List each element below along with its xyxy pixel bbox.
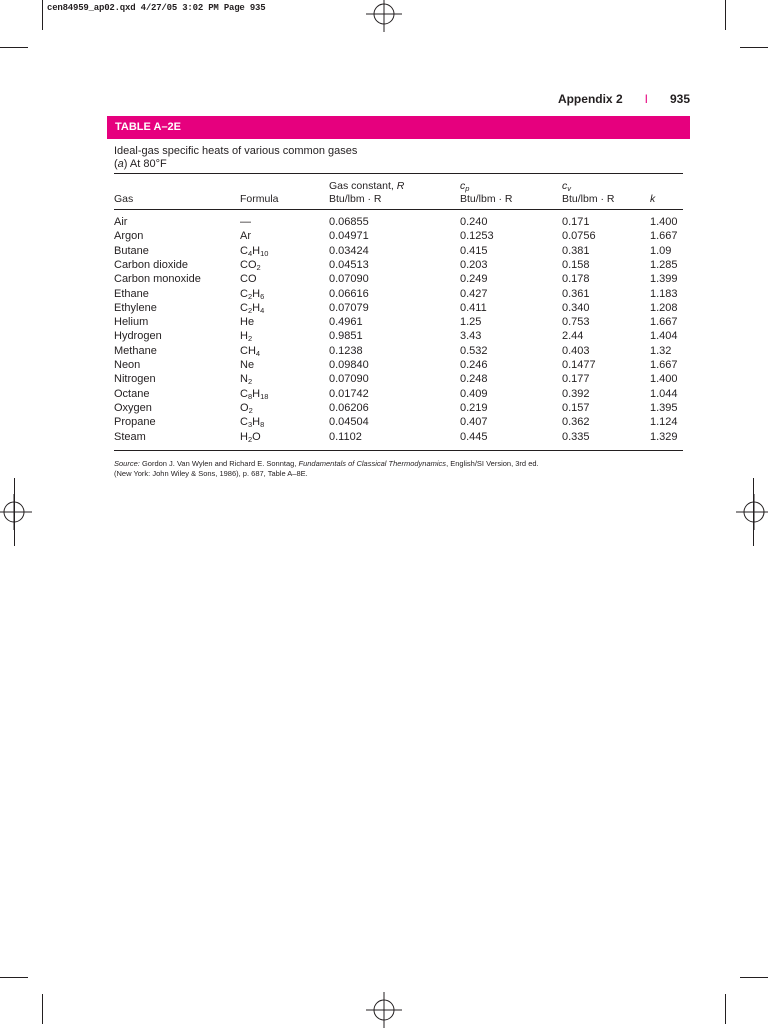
- registration-mark-icon: [0, 494, 32, 530]
- header-line-2: Gas: [114, 193, 134, 205]
- col-gas-constant-cell: 0.9851: [329, 330, 363, 343]
- col-k-cell: 1.667: [650, 316, 678, 329]
- page-number: 935: [669, 92, 690, 106]
- col-cv-cell: 0.361: [562, 287, 590, 300]
- col-cp-cell: 0.409: [460, 387, 488, 400]
- registration-mark-icon: [366, 992, 402, 1028]
- col-formula-cell: —: [240, 216, 251, 228]
- header-line-1: $c_v$: [562, 180, 571, 193]
- col-gas-cell: Neon: [114, 359, 141, 371]
- col-k-cell: 1.400: [650, 216, 678, 228]
- col-gas-constant-cell: 0.1238: [329, 344, 363, 357]
- col-gas-cell: Hydrogen: [114, 330, 162, 343]
- crop-mark: [0, 977, 28, 978]
- running-head-separator: I: [644, 92, 648, 106]
- col-gas-cell: Ethane: [114, 287, 149, 300]
- col-gas-constant-cell: 0.06616: [329, 287, 369, 300]
- table-caption: [114, 145, 357, 171]
- col-cp-cell: 0.407: [460, 416, 488, 429]
- col-gas-cell: Octane: [114, 387, 150, 400]
- col-cp-cell: 0.219: [460, 401, 488, 414]
- col-cv-cell: 0.171: [562, 216, 590, 228]
- source-book-title: Fundamentals of Classical Thermodynamics: [298, 459, 447, 468]
- col-gas-cell: Butane: [114, 244, 149, 257]
- col-cp-cell: 0.532: [460, 344, 488, 357]
- crop-mark: [14, 478, 15, 546]
- col-formula-cell: $C_2H_6$: [240, 287, 265, 301]
- col-cv-cell: 0.403: [562, 344, 590, 357]
- col-gas-constant-cell: 0.1102: [329, 430, 362, 443]
- crop-mark: [42, 994, 43, 1024]
- table-title: Ideal-gas specific heats of various common gases: [114, 145, 358, 157]
- col-k-cell: 1.395: [650, 401, 678, 414]
- col-gas-cell: Methane: [114, 344, 157, 357]
- col-k-cell: 1.400: [650, 373, 678, 386]
- col-gas-cell: Propane: [114, 416, 156, 429]
- col-formula-cell: Ne: [240, 359, 255, 371]
- col-cp-cell: 0.240: [460, 216, 488, 228]
- registration-mark-icon: [366, 0, 402, 32]
- col-gas-constant-cell: 0.04513: [329, 258, 369, 271]
- appendix-label: Appendix 2: [557, 92, 623, 106]
- col-gas-cell: Helium: [114, 316, 149, 329]
- col-formula-cell: $O_2$: [240, 401, 253, 415]
- col-k-cell: 1.404: [650, 330, 678, 343]
- col-gas-constant-cell: 0.09840: [329, 359, 369, 371]
- table-id: TABLE A–2E: [115, 121, 182, 133]
- col-gas-constant-cell: 0.03424: [329, 244, 369, 257]
- col-cp-header: [460, 180, 513, 206]
- col-k-cell: 1.399: [650, 273, 678, 286]
- col-formula-header: [240, 180, 279, 206]
- col-gas-cell: Nitrogen: [114, 373, 156, 386]
- col-k-cell: 1.667: [650, 230, 678, 243]
- source-note: [114, 459, 539, 479]
- col-gas-constant-cell: 0.01742: [329, 387, 369, 400]
- col-formula-cell: $N_2$: [240, 373, 253, 387]
- col-k-cell: 1.124: [650, 416, 678, 429]
- col-cp-cell: 0.427: [460, 287, 488, 300]
- crop-mark: [753, 478, 754, 546]
- header-line-1: [114, 180, 133, 193]
- col-gas-constant-cell: 0.07090: [329, 273, 369, 286]
- col-gas-cell: Carbon dioxide: [114, 258, 188, 271]
- col-cp-cell: 0.445: [460, 430, 488, 443]
- source-label: Source:: [114, 459, 140, 468]
- table-bottom-rule: [114, 450, 683, 451]
- crop-mark: [725, 994, 726, 1024]
- col-gas-constant-cell: 0.07079: [329, 301, 369, 314]
- col-gas-constant-header: [329, 180, 404, 206]
- col-cv-cell: 0.178: [562, 273, 590, 286]
- file-slug: cen84959_ap02.qxd 4/27/05 3:02 PM Page 935: [47, 3, 266, 13]
- table-subtitle: (a) At 80°F: [114, 158, 167, 170]
- crop-mark: [740, 47, 768, 48]
- col-cp-cell: 0.246: [460, 359, 488, 371]
- header-line-2: Btu/lbm · R: [460, 193, 513, 205]
- source-authors: Gordon J. Van Wylen and Richard E. Sonntag,: [139, 459, 299, 468]
- col-gas-cell: Argon: [114, 230, 144, 243]
- crop-mark: [725, 0, 726, 30]
- col-k-cell: 1.183: [650, 287, 678, 300]
- col-formula-cell: $C_3H_8$: [240, 416, 265, 430]
- col-cv-cell: 0.1477: [562, 359, 596, 371]
- col-k-cell: 1.285: [650, 258, 678, 271]
- header-line-1: Gas constant, R: [329, 180, 405, 192]
- col-cv-cell: 0.753: [562, 316, 590, 329]
- col-k-cell: 1.208: [650, 301, 678, 314]
- col-cp-cell: 0.1253: [460, 230, 494, 243]
- col-formula-cell: He: [240, 316, 255, 329]
- col-cv-cell: 0.157: [562, 401, 590, 414]
- col-cv-cell: 2.44: [562, 330, 584, 343]
- col-k-cell: 1.329: [650, 430, 678, 443]
- source-publisher: (New York: John Wiley & Sons, 1986), p. 687, Table A–8E.: [114, 469, 308, 478]
- col-cp-cell: 0.248: [460, 373, 488, 386]
- source-edition: , English/SI Version, 3rd ed.: [446, 459, 539, 468]
- col-gas-constant-cell: 0.07090: [329, 373, 369, 386]
- header-rule: [114, 209, 683, 210]
- col-gas-cell: Carbon monoxide: [114, 273, 201, 286]
- col-formula-cell: Ar: [240, 230, 251, 243]
- col-gas-constant-cell: 0.06206: [329, 401, 369, 414]
- header-line-1: [650, 180, 655, 193]
- col-k-cell: 1.09: [650, 244, 672, 257]
- col-k-cell: 1.32: [650, 344, 672, 357]
- col-k-cell: 1.667: [650, 359, 678, 371]
- col-cv-cell: 0.381: [562, 244, 590, 257]
- crop-mark: [740, 977, 768, 978]
- col-formula-cell: $C_2H_4$: [240, 301, 265, 315]
- col-formula-cell: $H_2O$: [240, 430, 261, 444]
- col-cv-cell: 0.158: [562, 258, 590, 271]
- col-cv-cell: 0.362: [562, 416, 590, 429]
- crop-mark: [42, 0, 43, 30]
- col-formula-cell: $CH_4$: [240, 344, 261, 358]
- col-gas-cell: Ethylene: [114, 301, 157, 314]
- col-formula-cell: $C_8H_{18}$: [240, 387, 269, 401]
- col-cv-cell: 0.0756: [562, 230, 596, 243]
- col-k-cell: 1.044: [650, 387, 678, 400]
- header-line-2: k: [650, 193, 656, 205]
- col-cp-cell: 1.25: [460, 316, 482, 329]
- col-k-header: [650, 180, 655, 206]
- col-cv-header: [562, 180, 615, 206]
- col-gas-constant-cell: 0.04504: [329, 416, 369, 429]
- registration-mark-icon: [736, 494, 768, 530]
- header-line-1: $c_p$: [460, 180, 470, 193]
- col-cp-cell: 0.249: [460, 273, 488, 286]
- col-cp-cell: 0.411: [460, 301, 487, 314]
- col-gas-header: [114, 180, 133, 206]
- col-gas-constant-cell: 0.04971: [329, 230, 369, 243]
- col-gas-constant-cell: 0.06855: [329, 216, 369, 228]
- table-top-rule: [114, 173, 683, 174]
- col-gas-constant-cell: 0.4961: [329, 316, 363, 329]
- header-line-2: Btu/lbm · R: [329, 193, 382, 205]
- crop-mark: [0, 47, 28, 48]
- col-cp-cell: 3.43: [460, 330, 482, 343]
- col-formula-cell: $C_4H_{10}$: [240, 244, 269, 258]
- col-gas-cell: Steam: [114, 430, 146, 443]
- header-line-2: Formula: [240, 193, 279, 205]
- col-gas-cell: Oxygen: [114, 401, 152, 414]
- col-cp-cell: 0.203: [460, 258, 488, 271]
- running-head: [558, 92, 690, 106]
- col-formula-cell: CO: [240, 273, 257, 286]
- header-line-2: Btu/lbm · R: [562, 193, 615, 205]
- header-line-1: [240, 180, 279, 193]
- col-cv-cell: 0.392: [562, 387, 590, 400]
- col-cv-cell: 0.340: [562, 301, 590, 314]
- col-cp-cell: 0.415: [460, 244, 488, 257]
- col-gas-cell: Air: [114, 216, 128, 228]
- col-cv-cell: 0.335: [562, 430, 590, 443]
- col-cv-cell: 0.177: [562, 373, 590, 386]
- table-banner: [107, 116, 690, 139]
- col-formula-cell: $H_2$: [240, 330, 253, 344]
- col-formula-cell: $CO_2$: [240, 258, 261, 272]
